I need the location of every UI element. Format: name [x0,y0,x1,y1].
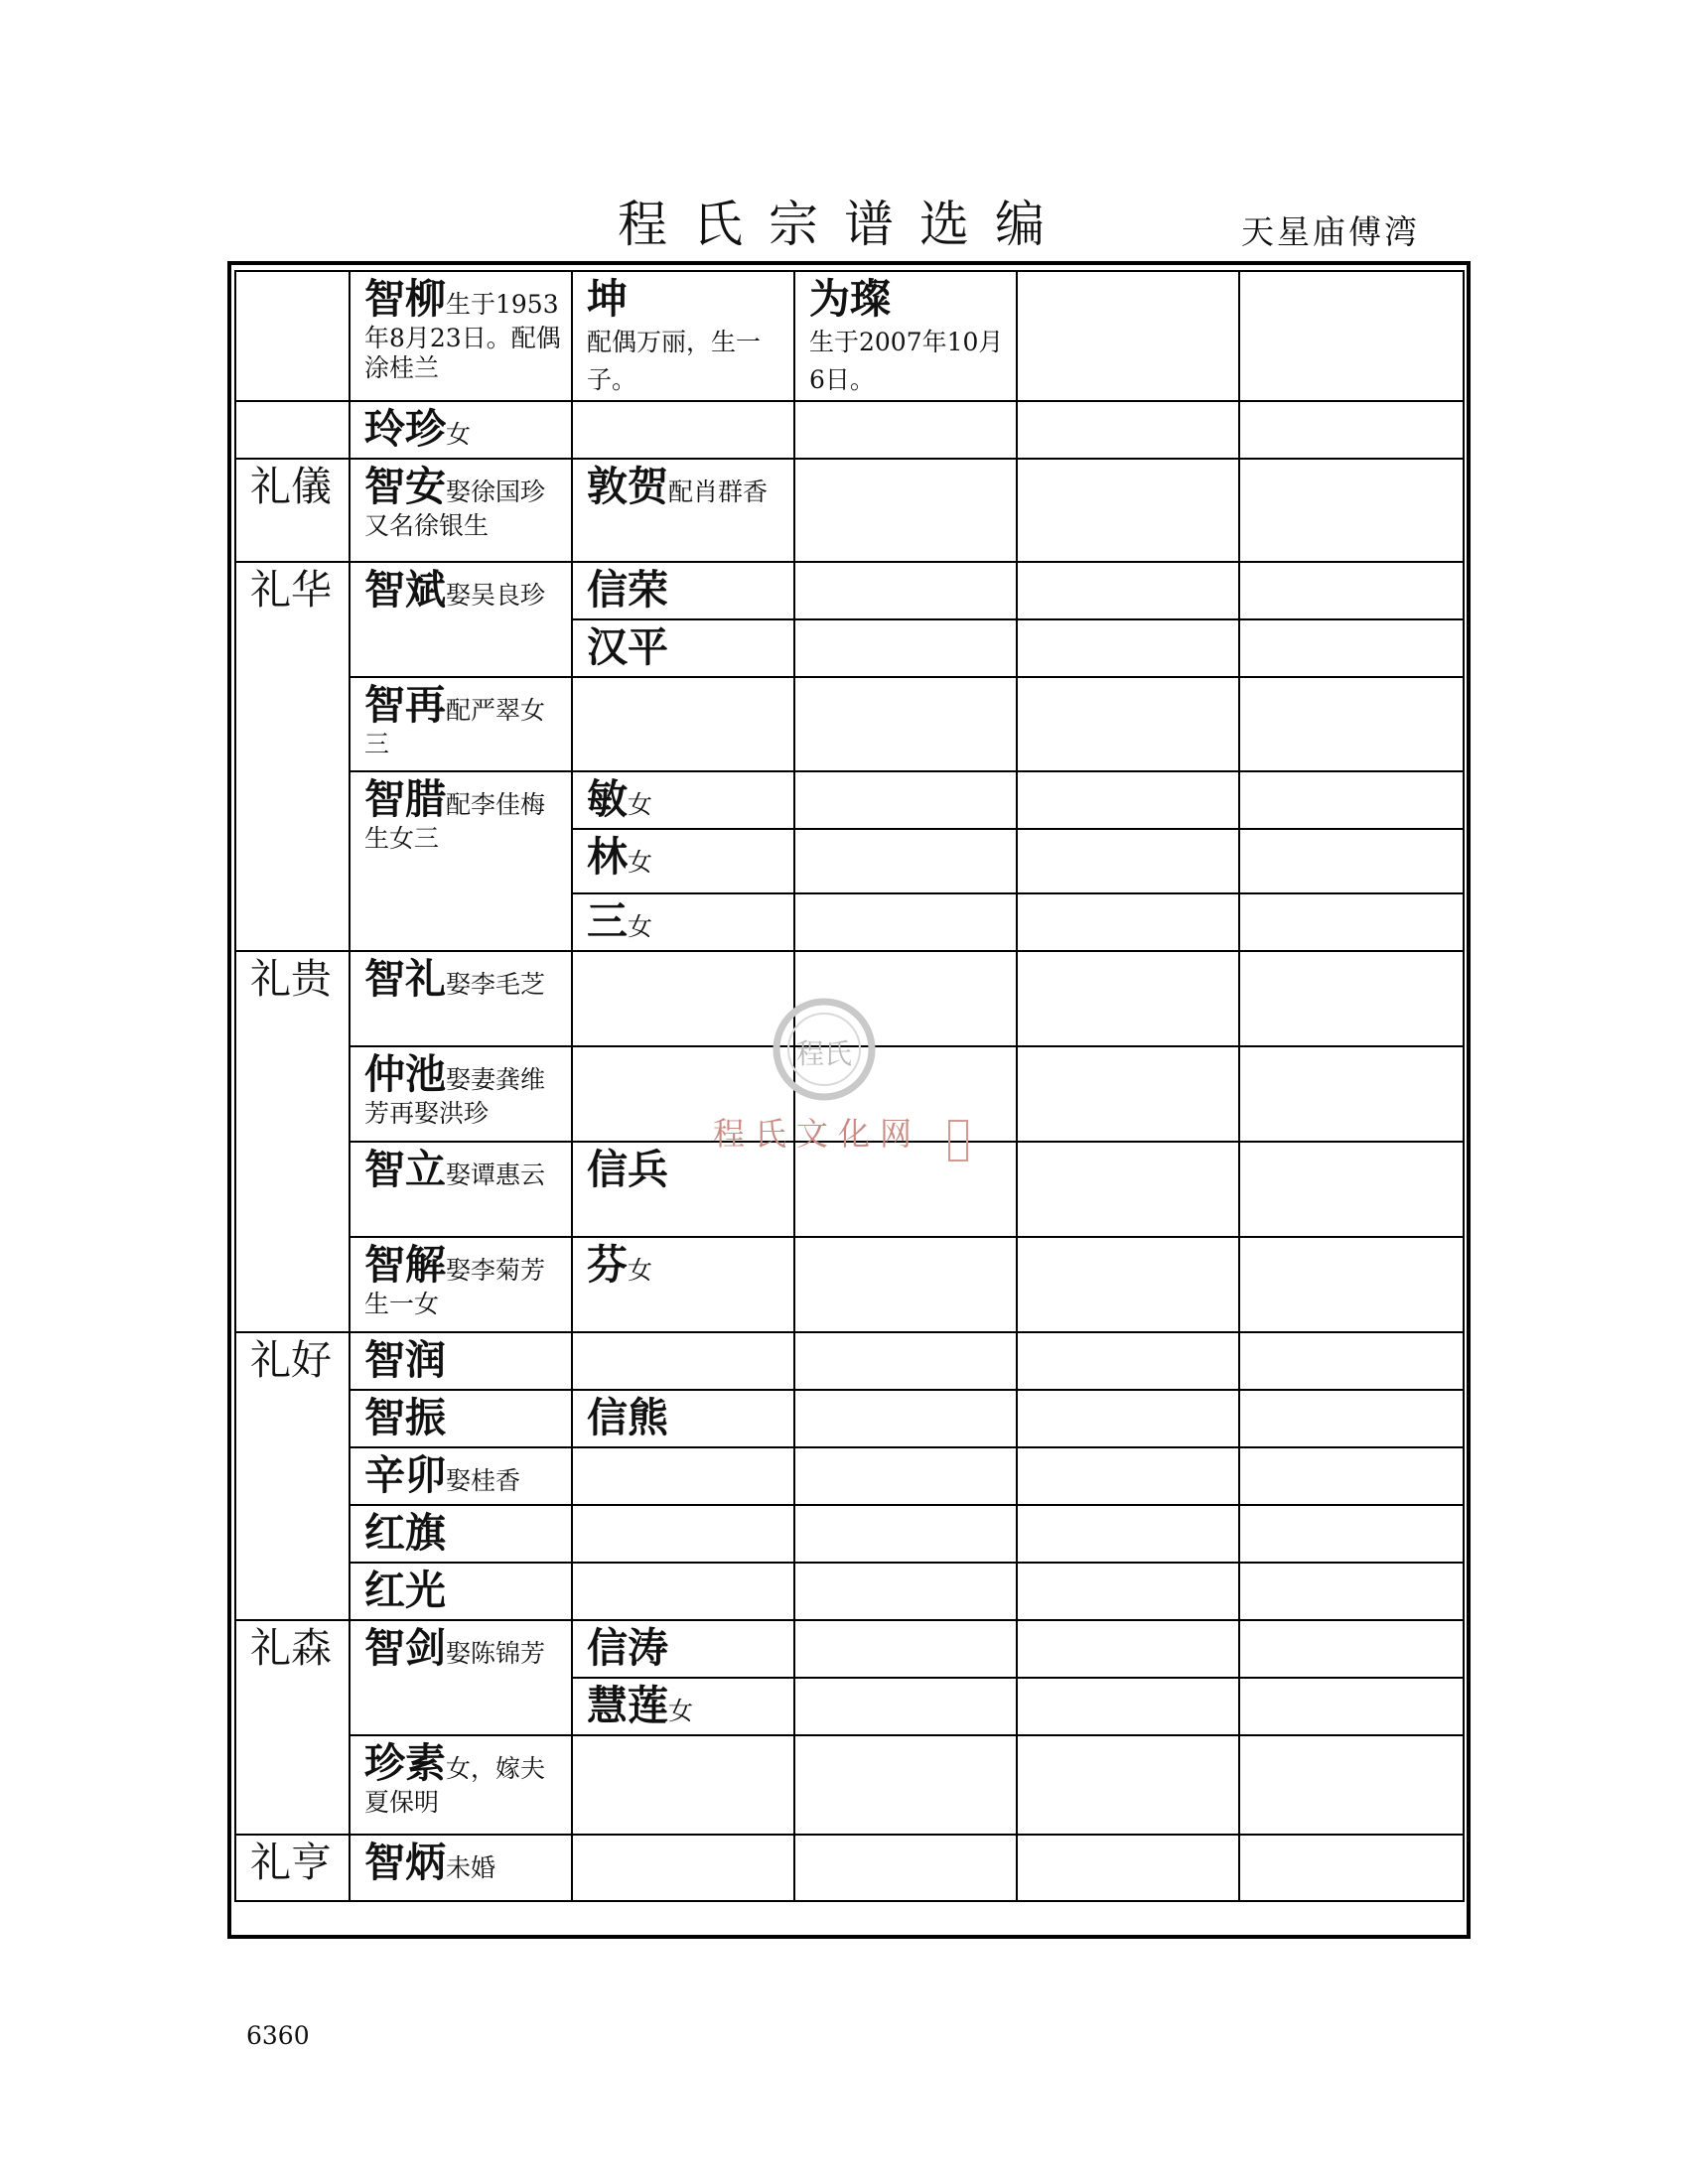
child-cell [572,562,794,619]
person-note: 女 [446,420,472,450]
empty-cell [1017,459,1239,562]
generation-name: 礼好 [250,1336,332,1385]
person-name: 智立 [364,1146,446,1194]
empty-cell [1017,1332,1239,1390]
empty-cell [1239,1620,1464,1678]
watermark-text: 程氏文化网 [713,1115,922,1153]
grandchild-cell [794,1505,1017,1563]
table-row [235,271,1464,401]
person-cell [350,1046,572,1142]
grandchild-cell [794,771,1017,829]
person-name: 珍素 [364,1739,446,1788]
person-note: 女 [628,1256,653,1286]
child-cell [572,1447,794,1505]
person-cell [350,401,572,459]
empty-cell [1239,1046,1464,1142]
person-cell [350,1620,572,1735]
person-name: 智剑 [364,1624,446,1673]
table-row [235,1620,1464,1678]
person-cell [350,1835,572,1901]
grandchild-cell [794,829,1017,893]
grandchild-cell [794,1447,1017,1505]
child-cell [572,1563,794,1620]
empty-cell [1017,1620,1239,1678]
table-row [235,1563,1464,1620]
person-note: 娶桂香 [446,1466,521,1496]
empty-cell [1017,1447,1239,1505]
empty-cell [1017,1563,1239,1620]
empty-cell [1239,1505,1464,1563]
person-name: 红旗 [364,1509,446,1558]
grandchild-cell [794,1046,1017,1142]
person-name: 智腊 [364,775,446,824]
grandchild-cell [794,1142,1017,1237]
empty-cell [1017,619,1239,677]
person-note: 娶谭惠云 [446,1160,546,1190]
person-name: 智礼 [364,955,446,1004]
person-name: 信熊 [587,1394,668,1442]
person-name: 红光 [364,1567,446,1615]
person-note: 女，嫁夫夏保明 [364,1754,546,1818]
grandchild-cell [794,1735,1017,1835]
person-cell [350,1390,572,1447]
empty-cell [1239,401,1464,459]
person-cell [350,1142,572,1237]
empty-cell [1017,1142,1239,1237]
empty-cell [1239,1237,1464,1332]
table-row [235,459,1464,562]
empty-cell [1239,271,1464,401]
child-cell [572,1505,794,1563]
generation-cell [235,562,350,951]
grandchild-cell [794,1563,1017,1620]
person-cell [350,1735,572,1835]
grandchild-cell [794,951,1017,1046]
table-row [235,1390,1464,1447]
person-cell [350,1505,572,1563]
person-name: 汉平 [587,623,668,672]
person-cell [350,459,572,562]
grandchild-cell [794,401,1017,459]
empty-cell [1017,1046,1239,1142]
person-name: 智柳 [364,275,446,323]
person-cell [350,951,572,1046]
person-cell [350,1563,572,1620]
svg-text:程氏: 程氏 [795,1037,853,1070]
empty-cell [1239,1678,1464,1735]
person-note: 娶徐国珍又名徐银生 [364,478,546,541]
empty-cell [1239,459,1464,562]
empty-cell [1239,1835,1464,1901]
child-cell [572,1332,794,1390]
person-name: 信兵 [587,1146,668,1194]
person-note: 配偶万丽，生一子。 [587,328,762,394]
child-cell [572,1237,794,1332]
grandchild-cell [794,271,1017,401]
empty-cell [1239,1563,1464,1620]
empty-cell [1017,677,1239,771]
person-name: 智润 [364,1336,446,1385]
person-note: 配李佳梅生女三 [364,790,546,854]
table-row [235,1505,1464,1563]
empty-cell [1239,1332,1464,1390]
empty-cell [1017,951,1239,1046]
empty-cell [1017,1678,1239,1735]
grandchild-cell [794,1620,1017,1678]
person-note: 娶李菊芳生一女 [364,1256,546,1319]
grandchild-cell [794,1332,1017,1390]
generation-cell [235,271,350,401]
person-note: 女 [628,912,653,942]
empty-cell [1017,562,1239,619]
person-name: 智安 [364,463,446,511]
generation-name: 礼亨 [250,1839,332,1887]
empty-cell [1017,771,1239,829]
person-cell [350,271,572,401]
child-cell [572,1620,794,1678]
person-name: 敦贺 [587,463,668,511]
person-note: 配肖群香 [668,478,769,507]
genealogy-table [234,270,1465,1902]
grandchild-cell [794,562,1017,619]
person-name: 智解 [364,1241,446,1290]
person-name: 信涛 [587,1624,668,1673]
empty-cell [1017,1505,1239,1563]
table-row [235,1447,1464,1505]
empty-cell [1017,1390,1239,1447]
child-cell [572,1142,794,1237]
grandchild-cell [794,677,1017,771]
person-cell [350,562,572,677]
person-note: 未婚 [446,1853,496,1883]
person-cell [350,1332,572,1390]
grandchild-cell [794,893,1017,951]
person-name: 林 [587,833,628,882]
table-row [235,677,1464,771]
empty-cell [1239,677,1464,771]
person-name: 仲池 [364,1050,446,1099]
person-cell [350,1237,572,1332]
person-note: 配严翠女三 [364,696,546,759]
grandchild-cell [794,1678,1017,1735]
page-title: 程氏宗谱选编 [618,196,1070,253]
empty-cell [1239,893,1464,951]
generation-cell [235,1332,350,1620]
empty-cell [1017,893,1239,951]
person-note: 女 [628,848,653,878]
table-row [235,1735,1464,1835]
person-note: 生于2007年10月6日。 [809,328,1004,394]
table-row [235,771,1464,829]
empty-cell [1017,1735,1239,1835]
child-cell [572,1735,794,1835]
person-name: 芬 [587,1241,628,1290]
generation-cell [235,401,350,459]
empty-cell [1239,951,1464,1046]
empty-cell [1239,771,1464,829]
child-cell [572,829,794,893]
person-note: 娶陈锦芳 [446,1639,546,1669]
generation-cell [235,951,350,1332]
empty-cell [1017,271,1239,401]
generation-cell [235,459,350,562]
empty-cell [1239,562,1464,619]
generation-name: 礼华 [250,566,332,614]
generation-cell [235,1835,350,1901]
child-cell [572,771,794,829]
person-note: 生于1953年8月23日。配偶涂桂兰 [364,290,561,383]
empty-cell [1239,1735,1464,1835]
empty-cell [1017,1835,1239,1901]
grandchild-cell [794,1835,1017,1901]
table-row [235,1142,1464,1237]
person-cell [350,1447,572,1505]
person-name: 智炳 [364,1839,446,1887]
empty-cell [1239,619,1464,677]
child-cell [572,1390,794,1447]
child-cell [572,459,794,562]
person-note: 娶妻龚维芳再娶洪珍 [364,1065,546,1129]
page-number: 6360 [246,2021,310,2050]
child-cell [572,951,794,1046]
person-cell [350,677,572,771]
person-note: 娶李毛芝 [446,970,546,1000]
page-subtitle: 天星庙傅湾 [1241,212,1420,251]
empty-cell [1017,829,1239,893]
grandchild-cell [794,1237,1017,1332]
person-name: 三 [587,897,628,946]
generation-cell [235,1620,350,1835]
child-cell [572,1835,794,1901]
child-cell [572,1678,794,1735]
person-name: 智斌 [364,566,446,614]
person-note: 娶吴良珍 [446,581,546,611]
empty-cell [1017,401,1239,459]
empty-cell [1017,1237,1239,1332]
child-cell [572,619,794,677]
person-name: 智再 [364,681,446,730]
person-note: 女 [668,1697,694,1726]
table-row [235,562,1464,619]
person-name: 信荣 [587,566,668,614]
person-name: 为璨 [809,275,891,323]
person-name: 辛卯 [364,1451,446,1500]
table-row [235,401,1464,459]
empty-cell [1239,1447,1464,1505]
table-row [235,1332,1464,1390]
child-cell [572,1046,794,1142]
table-row [235,1237,1464,1332]
table-row [235,1046,1464,1142]
person-note: 女 [628,790,653,820]
child-cell [572,893,794,951]
table-row [235,1835,1464,1901]
person-name: 玲珍 [364,405,446,454]
person-name: 敏 [587,775,628,824]
empty-cell [1239,1390,1464,1447]
grandchild-cell [794,459,1017,562]
table-row [235,951,1464,1046]
person-name: 智振 [364,1394,446,1442]
child-cell [572,677,794,771]
grandchild-cell [794,1390,1017,1447]
generation-name: 礼森 [250,1624,332,1673]
person-cell [350,771,572,951]
child-cell [572,271,794,401]
empty-cell [1239,1142,1464,1237]
child-cell [572,401,794,459]
generation-name: 礼贵 [250,955,332,1004]
generation-name: 礼儀 [250,463,332,511]
person-name: 坤 [587,275,628,323]
person-name: 慧莲 [587,1682,668,1730]
grandchild-cell [794,619,1017,677]
empty-cell [1239,829,1464,893]
